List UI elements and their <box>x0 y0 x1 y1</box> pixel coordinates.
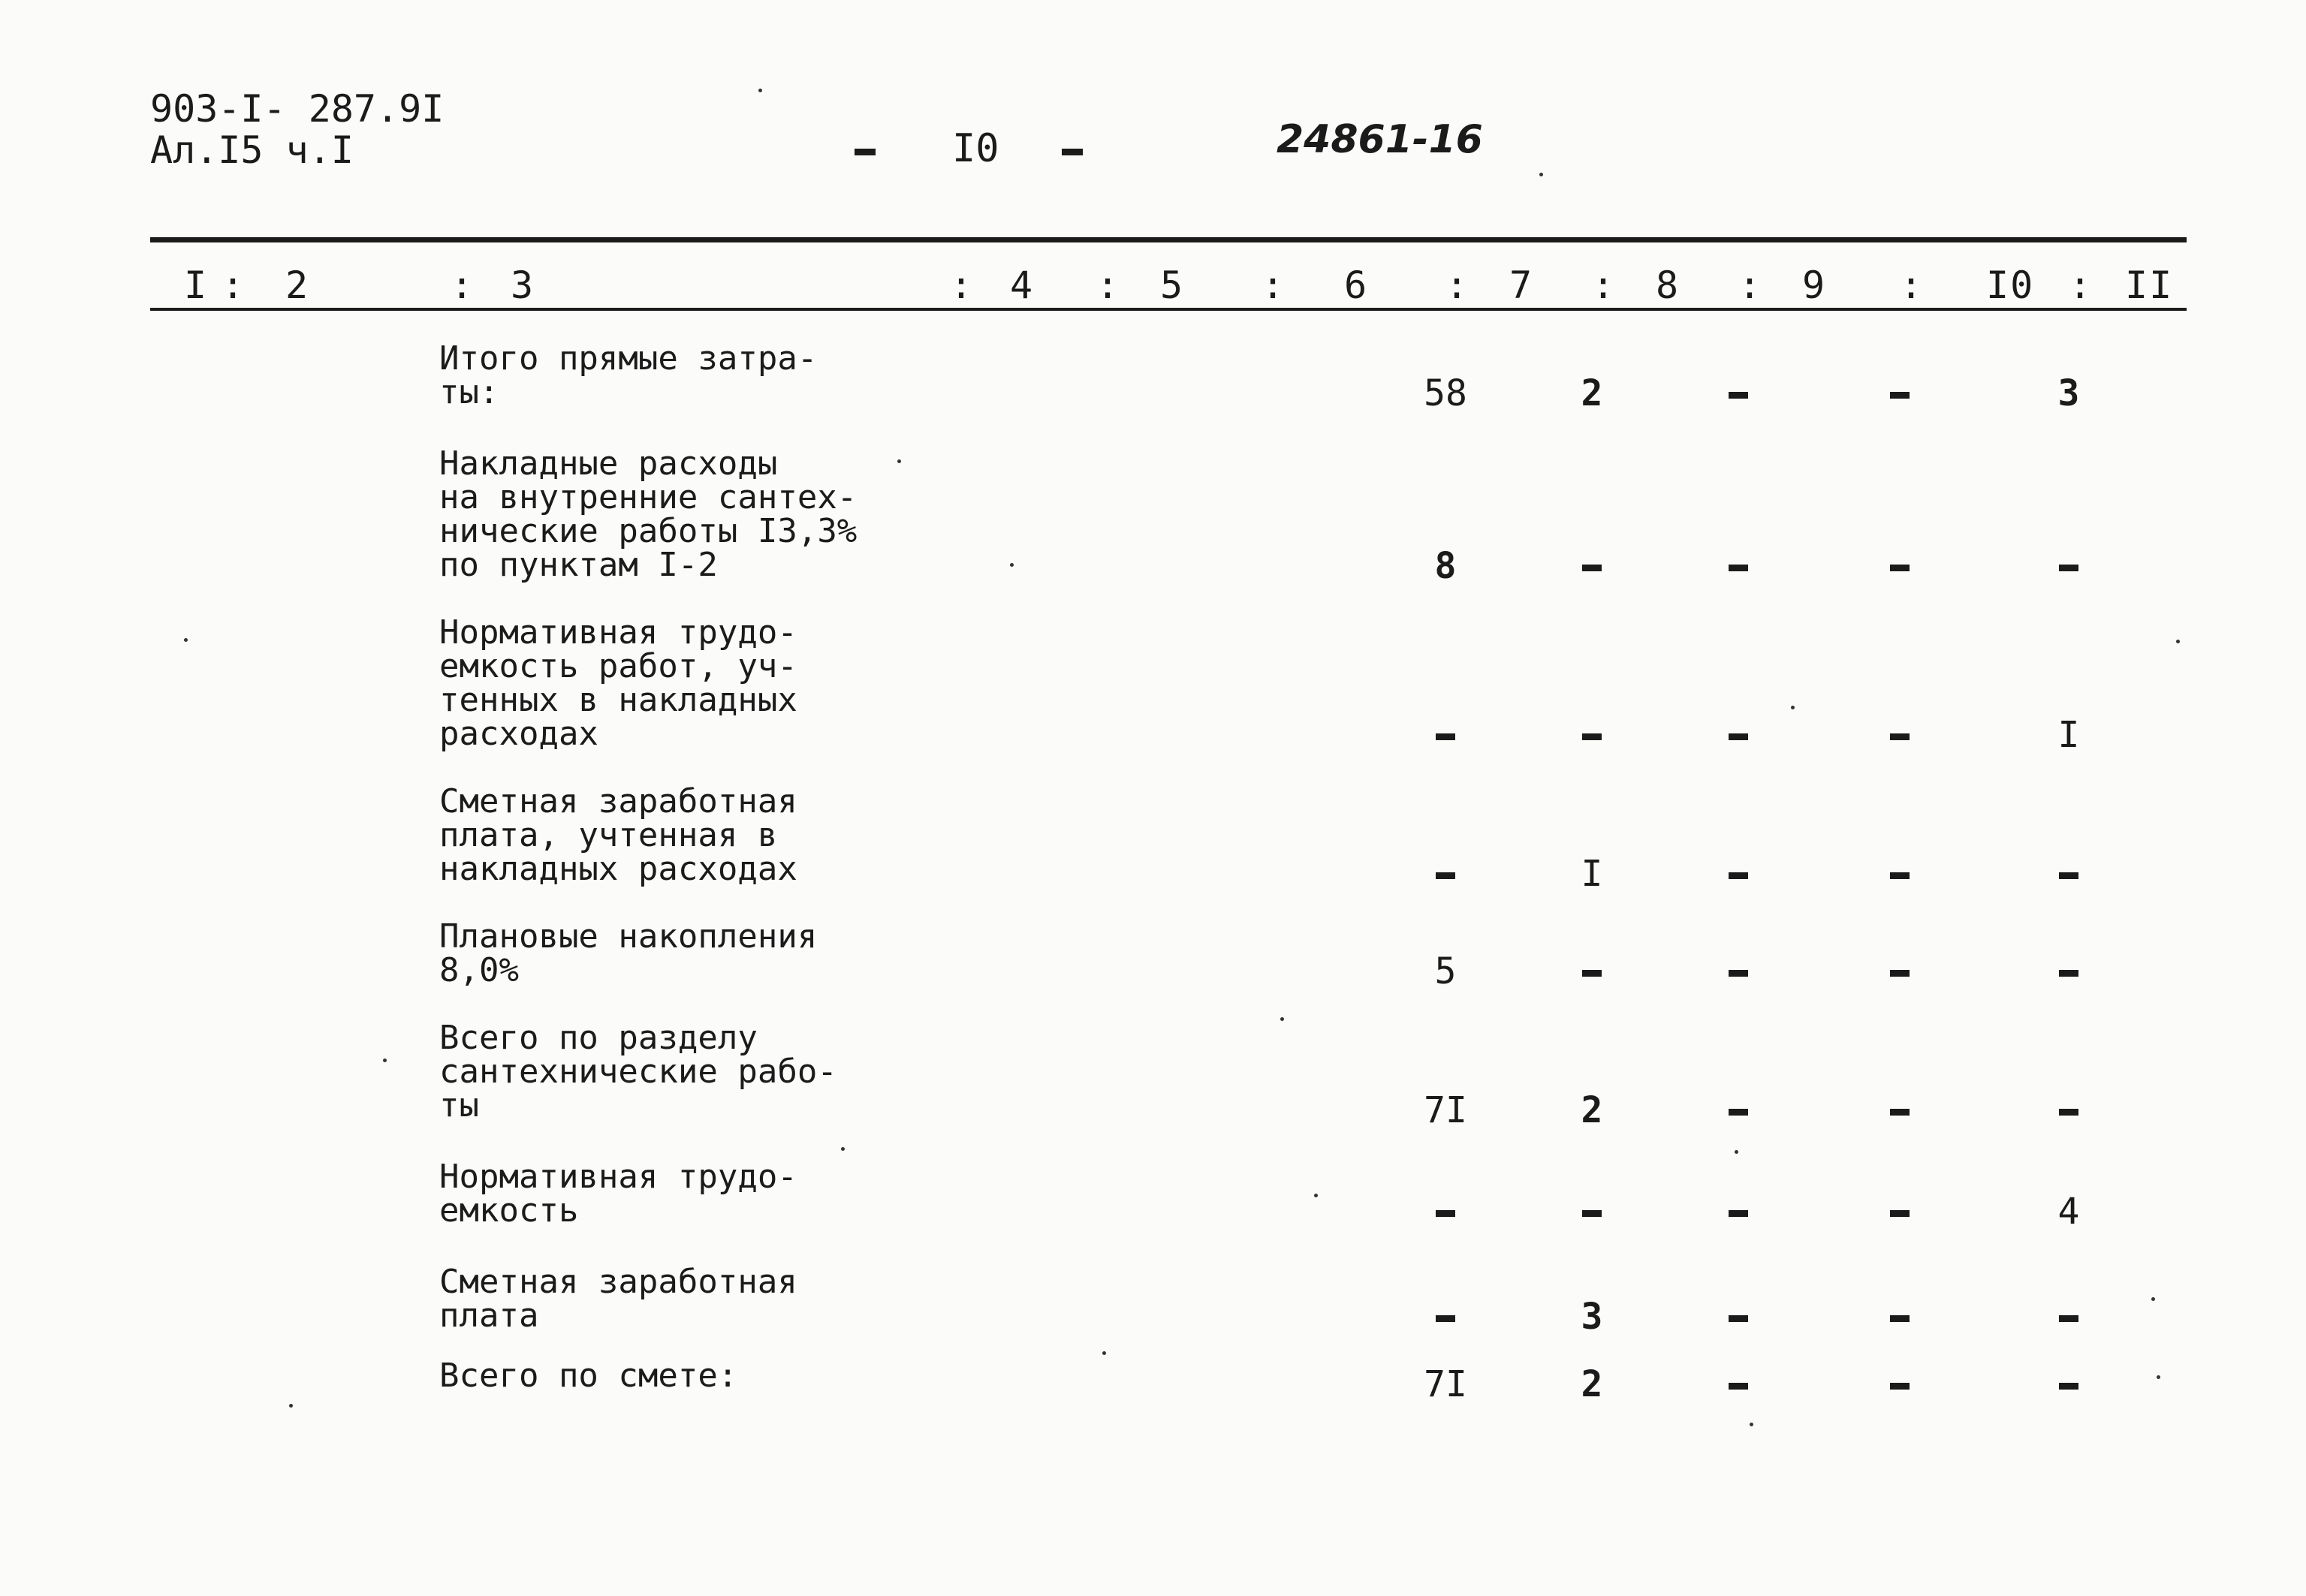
scan-speck <box>841 1147 845 1151</box>
scan-speck <box>1539 173 1543 176</box>
empty-value-dash <box>1729 565 1748 571</box>
cell-c8 <box>1562 953 1622 977</box>
cell-c7: 5 <box>1434 950 1457 992</box>
column-header-7: 7 <box>1509 263 1534 307</box>
column-header-8: 8 <box>1656 263 1681 307</box>
table-top-rule <box>150 237 2187 242</box>
column-header-rule <box>150 308 2187 311</box>
page-dash-left <box>855 149 876 155</box>
empty-value-dash <box>1436 733 1455 740</box>
page-number: I0 <box>952 126 999 171</box>
empty-value-dash <box>1890 733 1910 740</box>
cell-c10 <box>1870 953 1930 977</box>
cell-c11: I <box>2057 714 2080 756</box>
column-header-9: 9 <box>1802 263 1827 307</box>
cell-c11 <box>2039 856 2099 879</box>
empty-value-dash <box>1729 1109 1748 1116</box>
column-separator-colon: : <box>1096 263 1121 307</box>
scan-speck <box>1010 563 1014 567</box>
cell-c9 <box>1708 1194 1768 1217</box>
cell-c8: I <box>1581 853 1603 895</box>
column-separator-colon: : <box>1738 263 1763 307</box>
empty-value-dash <box>1890 1109 1910 1116</box>
column-header-2: 2 <box>285 263 310 307</box>
empty-value-dash <box>1582 565 1602 571</box>
empty-value-dash <box>1890 392 1910 399</box>
scan-speck <box>1791 706 1795 709</box>
cell-c7: 58 <box>1424 372 1467 414</box>
cell-c8: 2 <box>1581 1089 1603 1131</box>
column-separator-colon: : <box>1592 263 1617 307</box>
cell-c11 <box>2039 953 2099 977</box>
empty-value-dash <box>1582 733 1602 740</box>
cell-c8: 3 <box>1581 1296 1603 1338</box>
empty-value-dash <box>2059 872 2078 879</box>
empty-value-dash <box>1890 872 1910 879</box>
cell-c10 <box>1870 717 1930 740</box>
row-description: Всего по смете: <box>439 1357 738 1395</box>
column-separator-colon: : <box>1445 263 1470 307</box>
cell-c9 <box>1708 953 1768 977</box>
empty-value-dash <box>1436 872 1455 879</box>
scan-speck <box>2157 1375 2160 1379</box>
empty-value-dash <box>1582 1210 1602 1217</box>
cell-c10 <box>1870 375 1930 399</box>
scan-speck <box>1314 1194 1318 1197</box>
empty-value-dash <box>1729 1210 1748 1217</box>
empty-value-dash <box>1729 392 1748 399</box>
page-dash-right <box>1062 149 1083 155</box>
cell-c10 <box>1870 548 1930 571</box>
empty-value-dash <box>1890 565 1910 571</box>
empty-value-dash <box>1729 970 1748 977</box>
cell-c7: 7I <box>1424 1363 1467 1405</box>
cell-c9 <box>1708 375 1768 399</box>
scan-speck <box>1735 1150 1738 1154</box>
row-description: Всего по разделу сантехнические рабо- ты <box>439 1019 837 1125</box>
empty-value-dash <box>2059 1383 2078 1390</box>
empty-value-dash <box>1729 1315 1748 1322</box>
cell-c7 <box>1415 1299 1476 1322</box>
column-header-10: I0 <box>1986 263 2035 307</box>
empty-value-dash <box>1436 1315 1455 1322</box>
scan-speck <box>1280 1017 1284 1021</box>
sheet-part-label: Ал.I5 ч.I <box>150 128 354 172</box>
cell-c10 <box>1870 1092 1930 1116</box>
empty-value-dash <box>1890 1315 1910 1322</box>
cell-c9 <box>1708 1092 1768 1116</box>
cell-c11 <box>2039 1366 2099 1390</box>
scan-speck <box>2176 640 2180 643</box>
cell-c11: 4 <box>2057 1191 2080 1233</box>
cell-c10 <box>1870 1366 1930 1390</box>
empty-value-dash <box>1890 970 1910 977</box>
column-header-4: 4 <box>1010 263 1035 307</box>
scan-speck <box>1750 1423 1753 1426</box>
inventory-number-handwritten: 24861-16 <box>1277 117 1483 162</box>
cell-c7 <box>1415 1194 1476 1217</box>
empty-value-dash <box>1729 733 1748 740</box>
column-separator-colon: : <box>1262 263 1286 307</box>
column-separator-colon: : <box>1900 263 1925 307</box>
cell-c11: 3 <box>2057 372 2080 414</box>
cell-c8 <box>1562 548 1622 571</box>
cell-c7 <box>1415 717 1476 740</box>
column-header-5: 5 <box>1160 263 1185 307</box>
scan-speck <box>2151 1297 2155 1301</box>
column-separator-colon: : <box>451 263 475 307</box>
column-header-11: II <box>2125 263 2174 307</box>
empty-value-dash <box>1890 1210 1910 1217</box>
cell-c9 <box>1708 717 1768 740</box>
cell-c9 <box>1708 548 1768 571</box>
row-description: Нормативная трудо- емкость <box>439 1158 797 1230</box>
cell-c9 <box>1708 856 1768 879</box>
cell-c7 <box>1415 856 1476 879</box>
column-separator-colon: : <box>2069 263 2093 307</box>
row-description: Плановые накопления 8,0% <box>439 917 818 989</box>
row-description: Сметная заработная плата, учтенная в накладных расходах <box>439 782 797 888</box>
scan-speck <box>184 638 188 642</box>
cell-c7: 7I <box>1424 1089 1467 1131</box>
row-description: Итого прямые затра- ты: <box>439 339 818 411</box>
empty-value-dash <box>1890 1383 1910 1390</box>
empty-value-dash <box>1582 970 1602 977</box>
cell-c8 <box>1562 717 1622 740</box>
column-header-1: I <box>184 263 209 307</box>
cell-c11 <box>2039 1092 2099 1116</box>
empty-value-dash <box>1436 1210 1455 1217</box>
empty-value-dash <box>2059 1109 2078 1116</box>
empty-value-dash <box>1729 872 1748 879</box>
cell-c10 <box>1870 1299 1930 1322</box>
empty-value-dash <box>1729 1383 1748 1390</box>
scan-speck <box>383 1058 387 1062</box>
row-description: Сметная заработная плата <box>439 1263 797 1335</box>
empty-value-dash <box>2059 970 2078 977</box>
cell-c10 <box>1870 1194 1930 1217</box>
column-separator-colon: : <box>950 263 975 307</box>
row-description: Накладные расходы на внутренние сантех- нические работы I3,3% по пунктам I-2 <box>439 444 858 584</box>
cell-c9 <box>1708 1366 1768 1390</box>
cell-c11 <box>2039 1299 2099 1322</box>
cell-c8: 2 <box>1581 372 1603 414</box>
cell-c8: 2 <box>1581 1363 1603 1405</box>
scan-speck <box>289 1404 293 1408</box>
cell-c11 <box>2039 548 2099 571</box>
cell-c10 <box>1870 856 1930 879</box>
scan-speck <box>1102 1351 1106 1355</box>
empty-value-dash <box>2059 565 2078 571</box>
empty-value-dash <box>2059 1315 2078 1322</box>
cell-c7: 8 <box>1434 545 1457 587</box>
cell-c9 <box>1708 1299 1768 1322</box>
scan-speck <box>897 459 901 463</box>
document-code: 903-I- 287.9I <box>150 87 445 131</box>
column-header-6: 6 <box>1344 263 1369 307</box>
column-separator-colon: : <box>222 263 246 307</box>
row-description: Нормативная трудо- емкость работ, уч- тенных в накладных расходах <box>439 613 797 753</box>
scan-speck <box>758 89 762 92</box>
cell-c8 <box>1562 1194 1622 1217</box>
column-header-3: 3 <box>511 263 535 307</box>
